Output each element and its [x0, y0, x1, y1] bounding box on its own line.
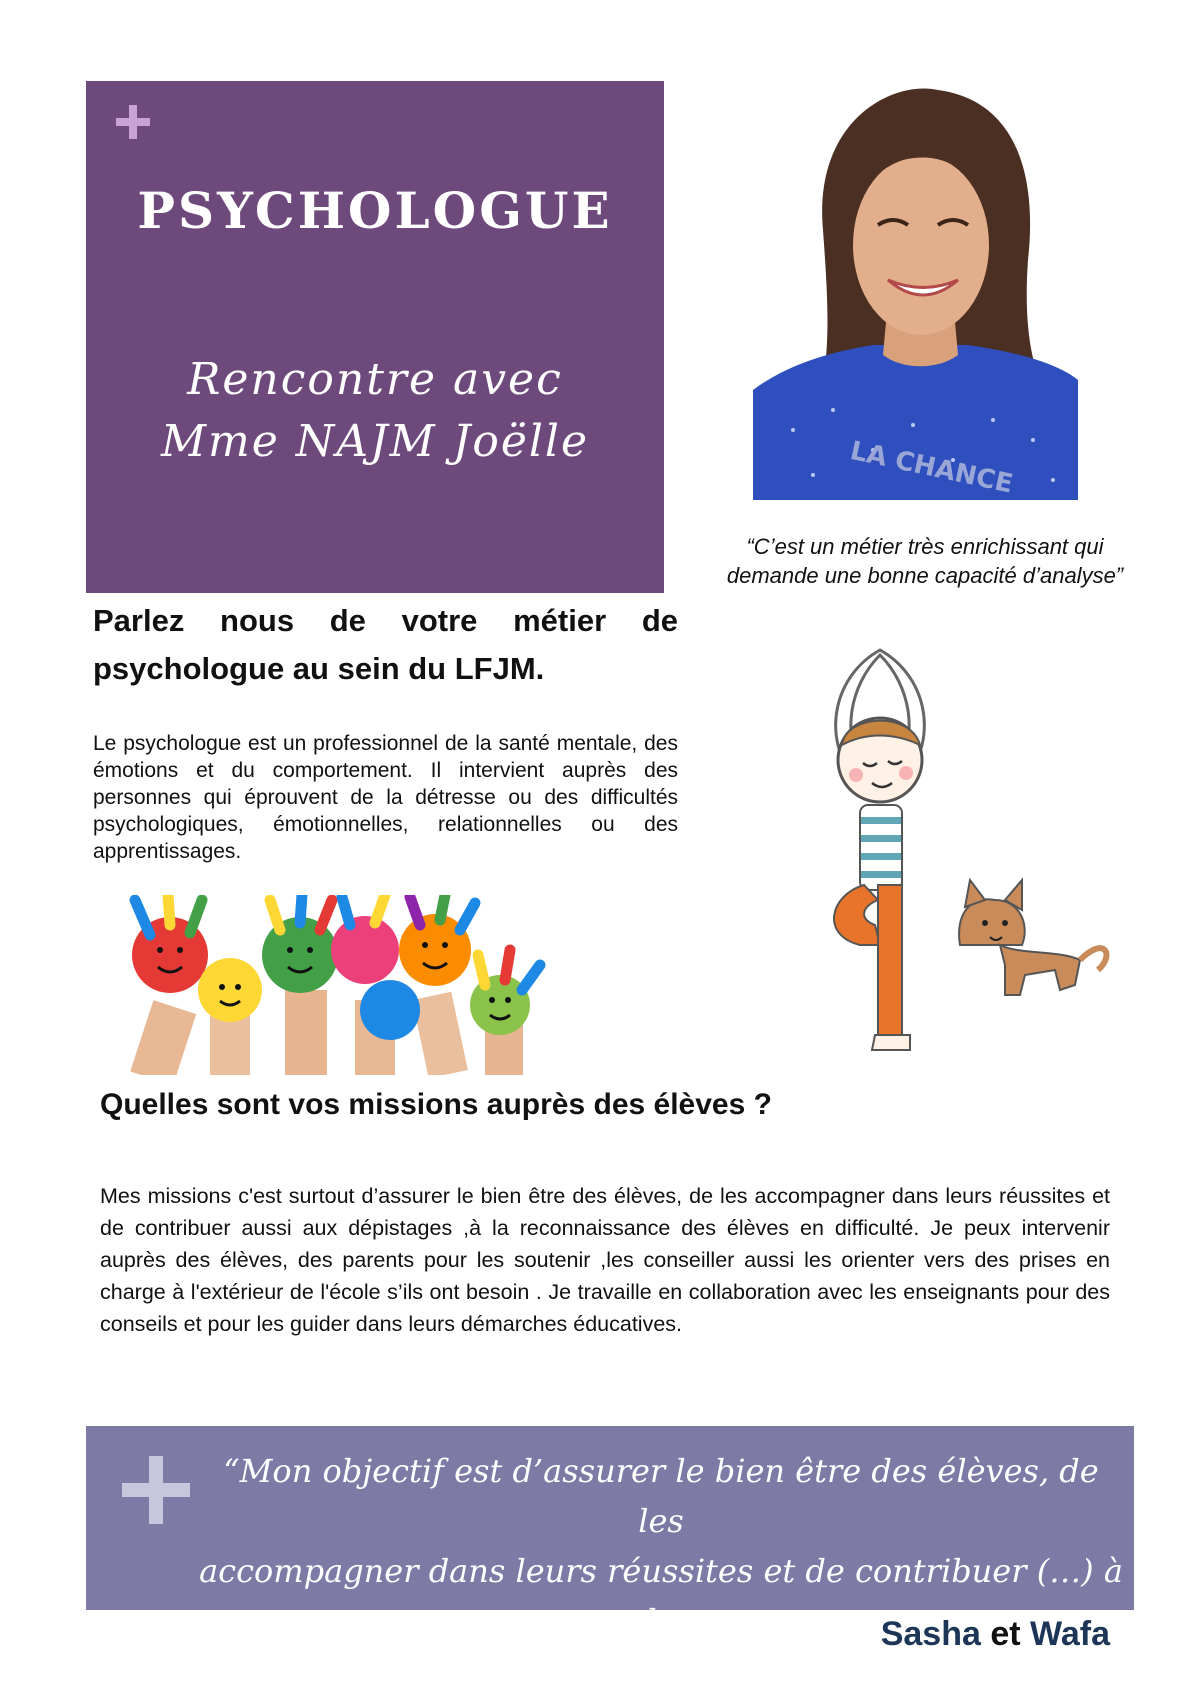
page-title: PSYCHOLOGUE: [137, 181, 613, 240]
answer-2: Mes missions c'est surtout d’assurer le bien être des élèves, de les accompagner dans leurs réussites et de contribuer aussi aux dépistages ,à la reconnaissance des élèves en difficulté. Je peux intervenir auprès des élèves, des parents pour les soutenir ,les conseiller aussi les orienter vers des prises en charge à l'extérieur de l'école s’ils ont besoin . Je travaille en collaboration avec les enseignants pour des conseils et pour les guider dans leurs démarches éducatives.: [100, 1184, 1110, 1336]
pull-quote-line-2: accompagner dans leurs réussites et de contribuer (…) à la: [199, 1552, 1123, 1640]
page-subtitle: [86, 349, 664, 473]
question-1: Parlez nous de votre métier de psychologue au sein du LFJM.: [93, 603, 678, 686]
author-joiner: et: [980, 1615, 1031, 1653]
subtitle-line-1: Rencontre avec: [187, 354, 563, 405]
plus-icon: [122, 1456, 190, 1524]
author-name-2: Wafa: [1030, 1615, 1110, 1653]
shirt-text: LA CHANCE: [847, 435, 1016, 500]
portrait-quote-line-2: demande une bonne capacité d’analyse”: [726, 563, 1124, 588]
pull-quote-text: [196, 1446, 1126, 1696]
painted-hands-illustration: [110, 895, 565, 1075]
portrait-illustration: [753, 80, 1078, 500]
painted-hands-image: [110, 895, 565, 1075]
header-box: [86, 81, 664, 593]
yoga-child-illustration: [760, 645, 1120, 1085]
portrait-quote: [700, 532, 1150, 590]
pull-quote-line-1: “Mon objectif est d’assurer le bien être des élèves, de les: [223, 1452, 1099, 1540]
yoga-child-image: [760, 645, 1120, 1085]
author-signature: [881, 1615, 1110, 1654]
plus-icon: [116, 105, 150, 139]
portrait-photo: [753, 80, 1078, 500]
question-2: Quelles sont vos missions auprès des élèves ?: [100, 1088, 772, 1121]
author-name-1: Sasha: [880, 1615, 981, 1653]
subtitle-line-2: Mme NAJM Joëlle: [160, 416, 590, 467]
answer-1: Le psychologue est un professionnel de la santé mentale, des émotions et du comportement. Il intervient auprès des personnes qui éprouvent de la détresse ou des difficultés psychologiques, émotionnelles, relationnelles ou des apprentissages.: [93, 732, 678, 863]
pull-quote-line-3: reconnaissance des élèves en difficulté”.: [331, 1652, 991, 1690]
portrait-quote-line-1: “C’est un métier très enrichissant qui: [746, 534, 1104, 559]
